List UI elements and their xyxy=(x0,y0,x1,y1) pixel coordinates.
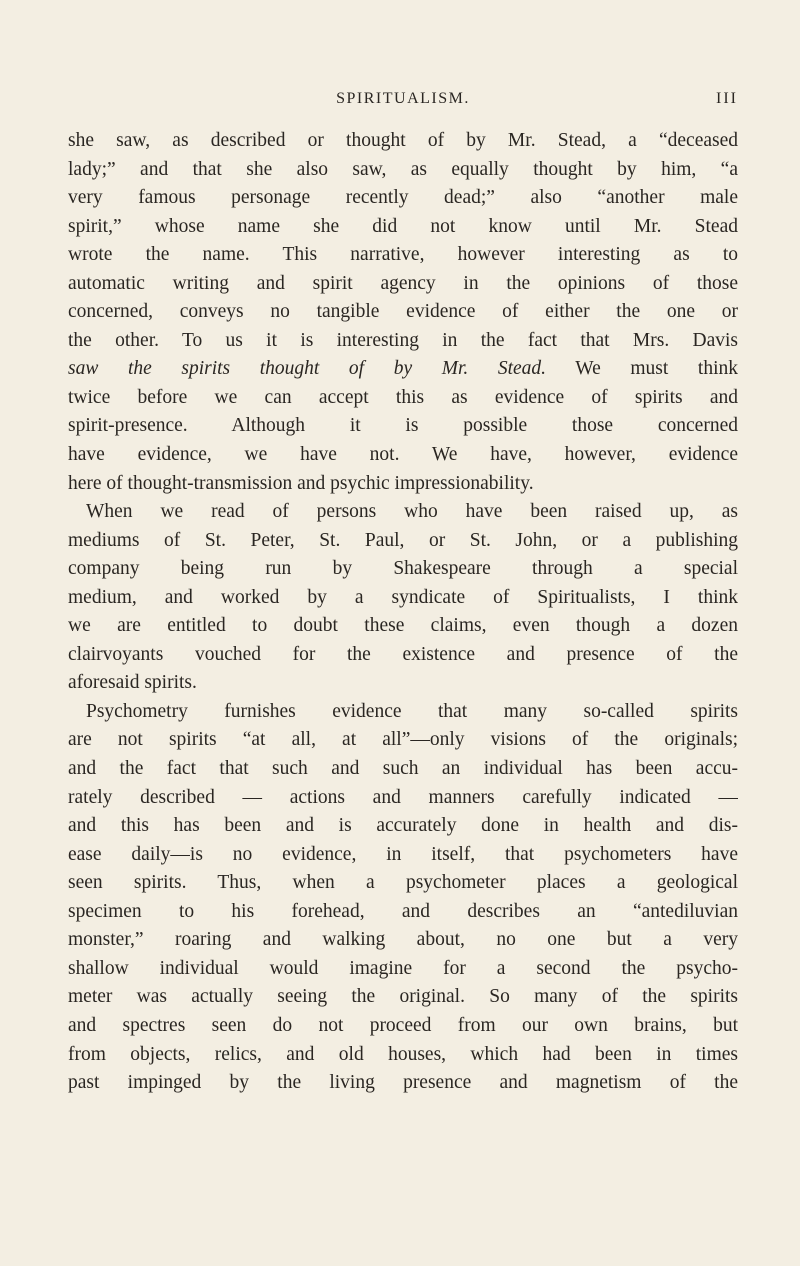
text-line: are not spirits “at all, at all”—only visions of the originals; xyxy=(68,729,738,751)
text-line: very famous personage recently dead;” also “another male xyxy=(68,187,738,209)
running-head xyxy=(68,90,738,112)
text-line: mediums of St. Peter, St. Paul, or St. John, or a publishing xyxy=(68,529,738,551)
text-line-italic xyxy=(68,355,738,384)
text-line: spirit-presence. Although it is possible those concerned xyxy=(68,415,738,437)
text-line: and this has been and is accurately done in health and dis- xyxy=(68,815,738,837)
line-continuation: We must think xyxy=(546,358,738,380)
text-line: clairvoyants vouched for the existence and presence of the xyxy=(68,643,738,665)
text-line: concerned, conveys no tangible evidence of either the one or xyxy=(68,301,738,323)
text-line: automatic writing and spirit agency in the opinions of those xyxy=(68,272,738,294)
text-line: shallow individual would imagine for a second the psycho- xyxy=(68,957,738,979)
text-line: and the fact that such and such an individual has been accu- xyxy=(68,758,738,780)
text-line: company being run by Shakespeare through a special xyxy=(68,558,738,580)
text-line: aforesaid spirits. xyxy=(68,672,197,694)
text-line: lady;” and that she also saw, as equally thought by him, “a xyxy=(68,158,738,180)
text-line: past impinged by the living presence and magnetism of the xyxy=(68,1072,738,1094)
italic-phrase: saw the spirits thought of by Mr. Stead. xyxy=(68,358,547,380)
text-line: we are entitled to doubt these claims, even though a dozen xyxy=(68,615,738,637)
paragraph-start-line: When we read of persons who have been raised up, as xyxy=(86,501,738,523)
text-line: and spectres seen do not proceed from our own brains, but xyxy=(68,1014,738,1036)
text-line: seen spirits. Thus, when a psychometer places a geological xyxy=(68,872,738,894)
text-line: meter was actually seeing the original. So many of the spirits xyxy=(68,986,738,1008)
page-number: III xyxy=(716,90,738,107)
text-line: rately described — actions and manners carefully indicated — xyxy=(68,786,738,808)
body-text xyxy=(68,127,738,1098)
paragraph-start-line: Psychometry furnishes evidence that many so-called spirits xyxy=(86,700,738,722)
text-line: medium, and worked by a syndicate of Spiritualists, I think xyxy=(68,586,738,608)
text-line: monster,” roaring and walking about, no one but a very xyxy=(68,929,738,951)
text-line: here of thought-transmission and psychic impressionability. xyxy=(68,472,534,494)
text-line: ease daily—is no evidence, in itself, that psychometers have xyxy=(68,843,738,865)
text-line: twice before we can accept this as evidence of spirits and xyxy=(68,386,738,408)
text-line: specimen to his forehead, and describes an “antediluvian xyxy=(68,900,738,922)
text-line: spirit,” whose name she did not know until Mr. Stead xyxy=(68,215,738,237)
text-line: have evidence, we have not. We have, however, evidence xyxy=(68,444,738,466)
running-title: SPIRITUALISM. xyxy=(336,90,470,107)
text-line: she saw, as described or thought of by Mr. Stead, a “deceased xyxy=(68,130,738,151)
text-line: the other. To us it is interesting in the fact that Mrs. Davis xyxy=(68,329,738,351)
text-line: wrote the name. This narrative, however interesting as to xyxy=(68,244,738,266)
text-line: from objects, relics, and old houses, which had been in times xyxy=(68,1043,738,1065)
